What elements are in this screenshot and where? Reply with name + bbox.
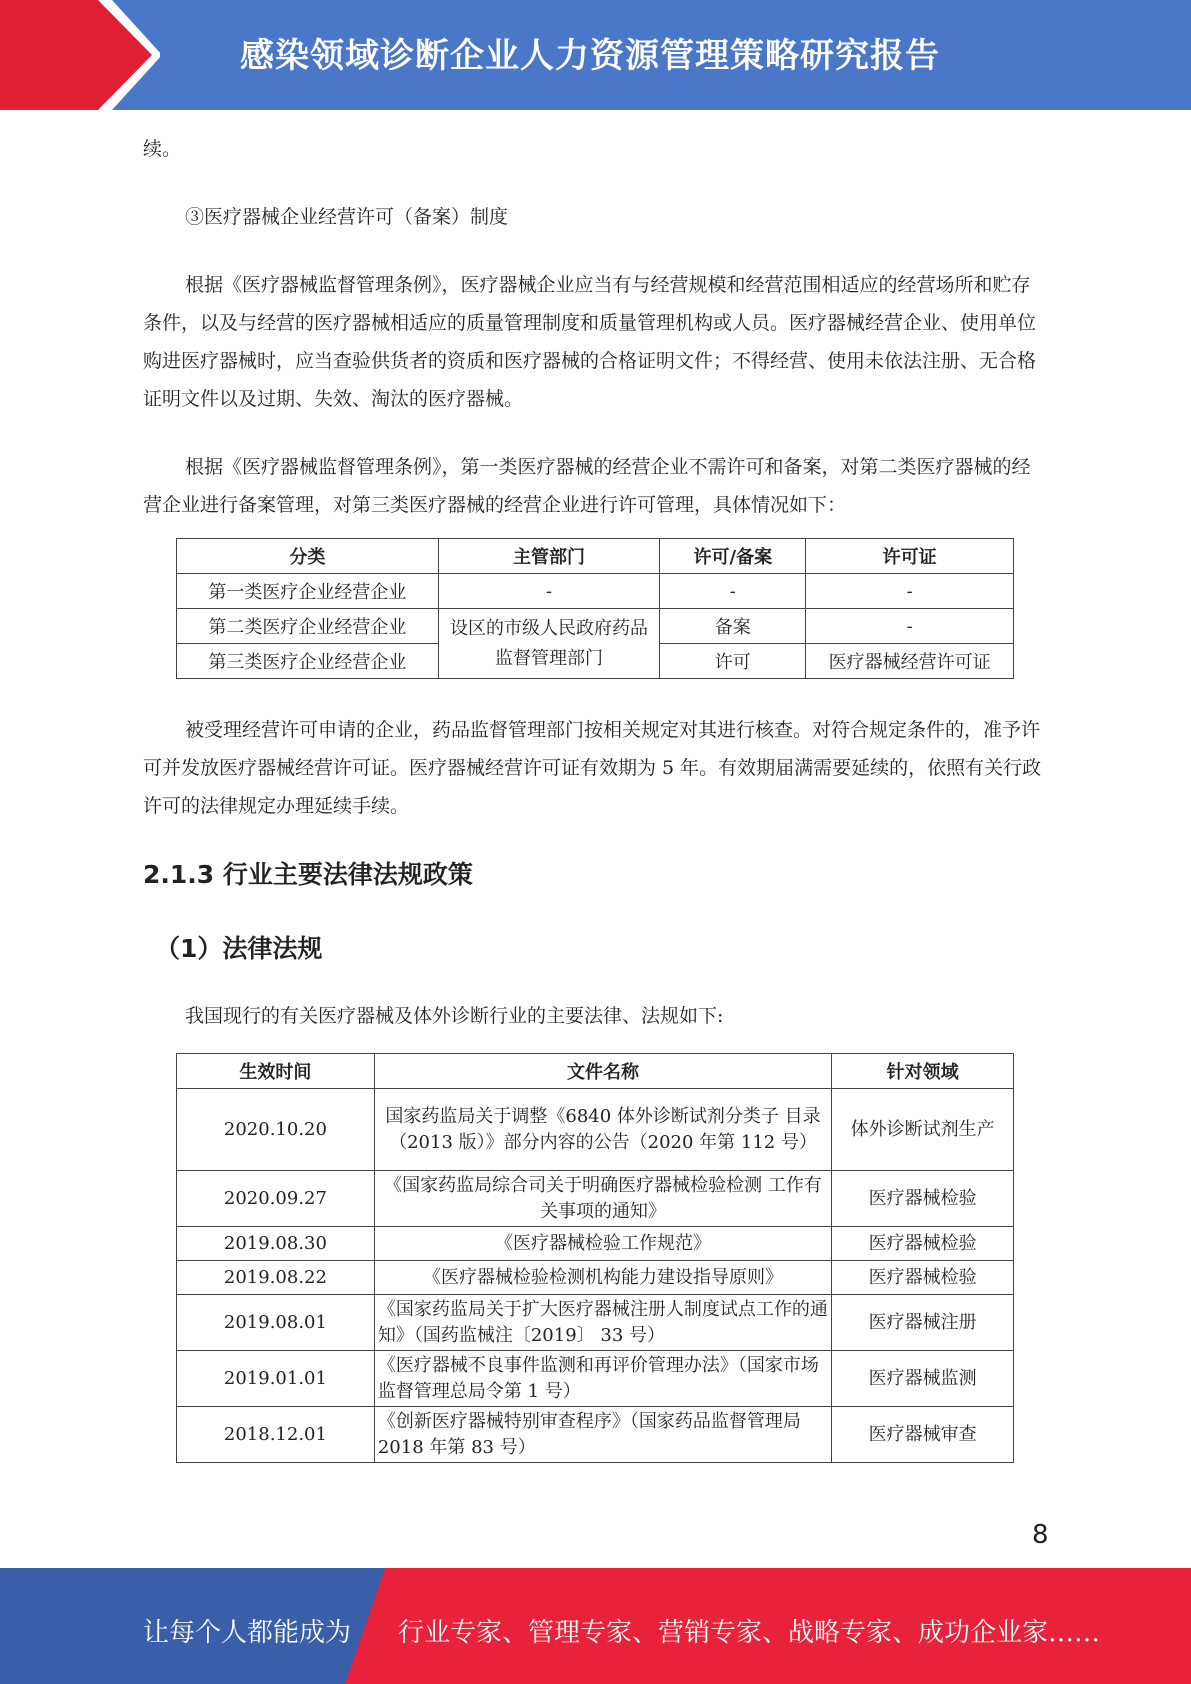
table-header-cell: 文件名称 (374, 1054, 831, 1089)
laws-regulations-table (176, 1053, 1014, 1463)
table-row (177, 1227, 1014, 1261)
business-license-table (176, 538, 1014, 679)
paragraph: 根据《医疗器械监督管理条例》，医疗器械企业应当有与经营规模和经营范围相适应的经营场所和贮存条件，以及与经营的医疗器械相适应的质量管理制度和质量管理机构或人员。医疗器械经营企业、使用单位购进医疗器械时，应当查验供货者的资质和医疗器械的合格证明文件；不得经营、使用未依法注册、无合格证明文件以及过期、失效、淘汰的医疗器械。 (143, 274, 1037, 410)
table-cell: - (806, 609, 1014, 644)
table-header-cell: 针对领域 (832, 1054, 1014, 1089)
table-cell: 《医疗器械不良事件监测和再评价管理办法》（国家市场监督管理总局令第 1 号） (374, 1351, 831, 1407)
page-footer (0, 1568, 1191, 1684)
table-cell: 医疗器械注册 (832, 1295, 1014, 1351)
table-cell: 2020.09.27 (177, 1171, 375, 1227)
table-cell: 《国家药监局综合司关于明确医疗器械检验检测 工作有关事项的通知》 (374, 1171, 831, 1227)
table-cell: 2019.08.01 (177, 1295, 375, 1351)
table-cell: 《创新医疗器械特别审查程序》（国家药品监督管理局 2018 年第 83 号） (374, 1407, 831, 1463)
table-header-cell: 主管部门 (438, 539, 660, 574)
header-red-arrow-decoration (0, 0, 160, 110)
table-row (177, 609, 1014, 644)
footer-slogan-left: 让每个人都能成为 (143, 1618, 352, 1648)
table-cell: 设区的市级人民政府药品监督管理部门 (438, 609, 660, 679)
table-cell: 2019.08.30 (177, 1227, 375, 1261)
section-title: ③医疗器械企业经营许可（备案）制度 (185, 206, 509, 228)
table-header-cell: 生效时间 (177, 1054, 375, 1089)
page-content (143, 130, 1048, 1463)
table-row (177, 1089, 1014, 1171)
table-cell: 医疗器械检验 (832, 1171, 1014, 1227)
table-cell: 备案 (660, 609, 806, 644)
table-header-cell: 分类 (177, 539, 439, 574)
table-cell: 《医疗器械检验检测机构能力建设指导原则》 (374, 1261, 831, 1295)
table-header-row (177, 1054, 1014, 1089)
table-cell: 国家药监局关于调整《6840 体外诊断试剂分类子 目录（2013 版）》部分内容的公告（2020 年第 112 号） (374, 1089, 831, 1171)
table-row (177, 574, 1014, 609)
table-cell: 医疗器械检验 (832, 1261, 1014, 1295)
table-cell: 医疗器械监测 (832, 1351, 1014, 1407)
table-cell: 体外诊断试剂生产 (832, 1089, 1014, 1171)
table-cell: - (806, 574, 1014, 609)
table-row (177, 1407, 1014, 1463)
page-header (0, 0, 1191, 110)
table-cell: 2020.10.20 (177, 1089, 375, 1171)
paragraph: 被受理经营许可申请的企业，药品监督管理部门按相关规定对其进行核查。对符合规定条件的，准予许可并发放医疗器械经营许可证。医疗器械经营许可证有效期为 5 年。有效期届满需要延续的，依照有关行政许可的法律规定办理延续手续。 (143, 719, 1042, 817)
table-header-cell: 许可证 (806, 539, 1014, 574)
table-header-cell: 许可/备案 (660, 539, 806, 574)
table-row (177, 1351, 1014, 1407)
section-heading: 2.1.3 行业主要法律法规政策 (143, 860, 473, 889)
table-cell: 2018.12.01 (177, 1407, 375, 1463)
table-cell: 第三类医疗企业经营企业 (177, 644, 439, 679)
table-cell: 2019.01.01 (177, 1351, 375, 1407)
table-cell: 第二类医疗企业经营企业 (177, 609, 439, 644)
table-row (177, 1295, 1014, 1351)
report-title: 感染领域诊断企业人力资源管理策略研究报告 (240, 36, 940, 76)
subsection-heading: （1）法律法规 (155, 934, 323, 963)
table-cell: 《国家药监局关于扩大医疗器械注册人制度试点工作的通知》（国药监械注〔2019〕 33 号） (374, 1295, 831, 1351)
table-row (177, 1261, 1014, 1295)
table-cell: - (438, 574, 660, 609)
table-cell: 医疗器械审查 (832, 1407, 1014, 1463)
table-cell: 2019.08.22 (177, 1261, 375, 1295)
footer-slogan-right: 行业专家、管理专家、营销专家、战略专家、成功企业家…… (398, 1618, 1101, 1648)
table-cell: - (660, 574, 806, 609)
table-cell: 许可 (660, 644, 806, 679)
page-number: 8 (1032, 1520, 1049, 1550)
continued-text: 续。 (143, 138, 182, 160)
table-row (177, 1171, 1014, 1227)
table-cell: 《医疗器械检验工作规范》 (374, 1227, 831, 1261)
paragraph: 根据《医疗器械监督管理条例》，第一类医疗器械的经营企业不需许可和备案，对第二类医疗器械的经营企业进行备案管理，对第三类医疗器械的经营企业进行许可管理，具体情况如下： (143, 456, 1031, 516)
table-cell: 第一类医疗企业经营企业 (177, 574, 439, 609)
table-header-row (177, 539, 1014, 574)
paragraph: 我国现行的有关医疗器械及体外诊断行业的主要法律、法规如下: (185, 1005, 724, 1027)
table-cell: 医疗器械检验 (832, 1227, 1014, 1261)
table-cell: 医疗器械经营许可证 (806, 644, 1014, 679)
